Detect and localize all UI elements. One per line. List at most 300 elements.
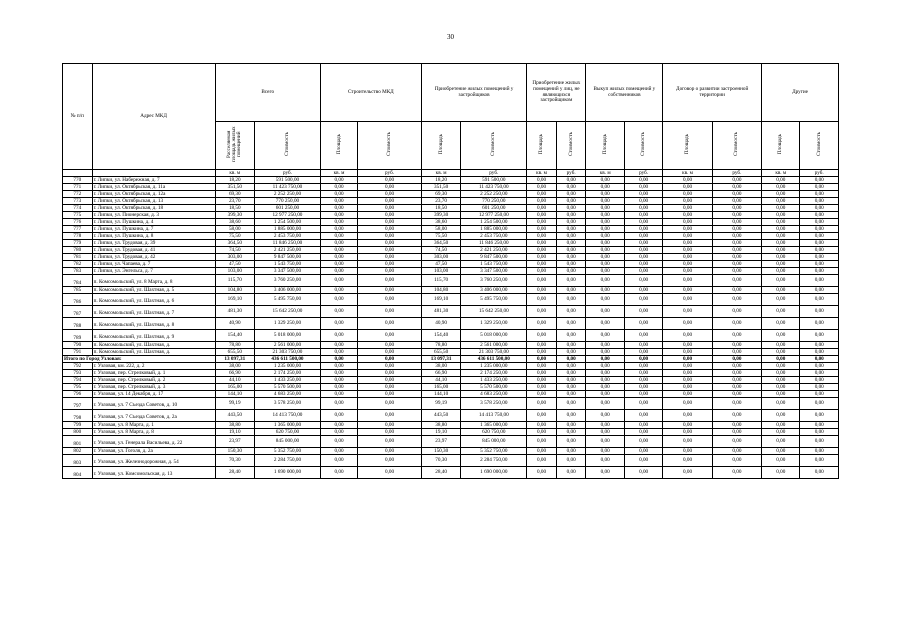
cell-area: 0,00	[762, 466, 800, 478]
cell-cost: 0,00	[358, 204, 422, 211]
cell-cost: 12 977 250,00	[461, 211, 527, 218]
table-row	[63, 267, 839, 274]
cell-cost: 0,00	[712, 409, 761, 421]
cell-area: 0,00	[586, 454, 624, 466]
row-number: 787	[63, 305, 93, 317]
cell-area: 169,10	[421, 293, 461, 305]
cell-cost: 5 018 000,00	[461, 329, 527, 341]
cell-cost: 0,00	[800, 204, 839, 211]
units-empty	[63, 169, 93, 176]
cell-cost: 5 352 750,00	[255, 447, 321, 454]
cell-cost: 0,00	[624, 466, 662, 478]
cell-cost: 0,00	[358, 260, 422, 267]
row-number: 796	[63, 390, 93, 397]
cell-area: 0,00	[663, 246, 712, 253]
cell-area: 0,00	[663, 376, 712, 383]
cell-area: 303,00	[215, 253, 255, 260]
cell-area: 0,00	[527, 428, 557, 435]
subheader-label: Стоимость	[815, 132, 822, 156]
unit-area: кв. м	[215, 169, 255, 176]
cell-cost: 0,00	[624, 447, 662, 454]
row-number: 780	[63, 246, 93, 253]
cell-cost: 0,00	[358, 190, 422, 197]
cell-cost: 0,00	[800, 435, 839, 447]
cell-cost: 1 433 250,00	[255, 376, 321, 383]
cell-area: 0,00	[586, 376, 624, 383]
cell-cost: 2 453 750,00	[255, 232, 321, 239]
cell-cost: 9 847 500,00	[461, 253, 527, 260]
cell-area: 0,00	[320, 466, 357, 478]
cell-area: 40,90	[215, 317, 255, 329]
cell-cost: 0,00	[358, 329, 422, 341]
cell-cost: 0,00	[556, 466, 586, 478]
cell-area: 0,00	[762, 341, 800, 348]
cell-area: 0,00	[527, 435, 557, 447]
cell-cost: 3 578 250,00	[461, 397, 527, 409]
cell-cost: 0,00	[712, 435, 761, 447]
table-row	[63, 286, 839, 293]
header-group: Строительство МКД	[320, 64, 421, 122]
row-address: п. Комсомольский, ул. Шахтная, д.	[92, 348, 215, 355]
cell-area: 443,50	[215, 409, 255, 421]
row-address: г. Узловая, пер. Стрелковый, д. 1	[92, 369, 215, 376]
cell-area: 165,00	[215, 383, 255, 390]
cell-cost: 0,00	[800, 246, 839, 253]
cell-area: 0,00	[320, 341, 357, 348]
cell-area: 364,50	[421, 239, 461, 246]
cell-area: 0,00	[663, 383, 712, 390]
cell-area: 0,00	[762, 305, 800, 317]
cell-area: 0,00	[762, 225, 800, 232]
cell-area: 0,00	[527, 183, 557, 190]
cell-area: 0,00	[527, 204, 557, 211]
cell-area: 0,00	[320, 190, 357, 197]
cell-cost: 0,00	[556, 211, 586, 218]
cell-cost: 0,00	[800, 397, 839, 409]
subheader-label: Стоимость	[386, 132, 393, 156]
unit-area: кв. м	[421, 169, 461, 176]
subheader-area	[586, 122, 624, 170]
row-address: г. Узловая, ул. Комсомольская, д. 13	[92, 466, 215, 478]
cell-area: 0,00	[527, 253, 557, 260]
cell-cost: 0,00	[556, 267, 586, 274]
cell-area: 0,00	[586, 232, 624, 239]
cell-area: 0,00	[762, 232, 800, 239]
cell-area: 0,00	[586, 369, 624, 376]
cell-area: 481,30	[215, 305, 255, 317]
cell-area: 0,00	[663, 397, 712, 409]
cell-cost: 1 365 000,00	[461, 421, 527, 428]
cell-cost: 3 760 250,00	[255, 274, 321, 286]
cell-cost: 0,00	[712, 355, 761, 362]
cell-area: 0,00	[663, 211, 712, 218]
cell-area: 0,00	[663, 355, 712, 362]
cell-cost: 591 500,00	[461, 176, 527, 183]
cell-area: 0,00	[527, 397, 557, 409]
cell-area: 38,60	[215, 218, 255, 225]
cell-area: 0,00	[527, 293, 557, 305]
row-address: г. Узловая, ул. Железнодорожная, д. 54	[92, 454, 215, 466]
subheader-cost	[556, 122, 586, 170]
cell-area: 0,00	[586, 355, 624, 362]
cell-cost: 0,00	[556, 428, 586, 435]
cell-area: 0,00	[586, 329, 624, 341]
cell-cost: 0,00	[624, 293, 662, 305]
cell-area: 0,00	[527, 454, 557, 466]
cell-cost: 0,00	[624, 225, 662, 232]
cell-cost: 0,00	[624, 390, 662, 397]
cell-cost: 0,00	[800, 286, 839, 293]
subheader-area	[527, 122, 557, 170]
row-number: 801	[63, 435, 93, 447]
cell-cost: 0,00	[624, 341, 662, 348]
cell-cost: 0,00	[358, 421, 422, 428]
cell-area: 0,00	[527, 383, 557, 390]
header-group: Всего	[215, 64, 320, 122]
cell-area: 0,00	[663, 329, 712, 341]
cell-cost: 12 977 250,00	[255, 211, 321, 218]
row-address: г. Узловая, ул. Генерала Васильева, д. 22	[92, 435, 215, 447]
subheader-label: Стоимость	[733, 132, 740, 156]
cell-area: 70,30	[421, 454, 461, 466]
cell-cost: 0,00	[800, 274, 839, 286]
cell-cost: 0,00	[556, 176, 586, 183]
subheader-label: Стоимость	[283, 132, 290, 156]
cell-area: 0,00	[762, 329, 800, 341]
cell-area: 0,00	[586, 218, 624, 225]
row-address: г. Узловая, ул. Гоголя, д. 2а	[92, 447, 215, 454]
cell-area: 0,00	[586, 317, 624, 329]
cell-cost: 0,00	[624, 409, 662, 421]
cell-cost: 1 433 250,00	[461, 376, 527, 383]
table-row	[63, 183, 839, 190]
cell-area: 154,40	[215, 329, 255, 341]
subheader-cost	[255, 122, 321, 170]
cell-cost: 1 365 000,00	[255, 421, 321, 428]
row-number: 771	[63, 183, 93, 190]
cell-cost: 0,00	[556, 260, 586, 267]
row-number: 774	[63, 204, 93, 211]
cell-area: 0,00	[527, 329, 557, 341]
cell-cost: 0,00	[624, 376, 662, 383]
cell-area: 0,00	[586, 397, 624, 409]
cell-area: 69,30	[421, 190, 461, 197]
cell-cost: 0,00	[712, 369, 761, 376]
cell-area: 0,00	[320, 317, 357, 329]
cell-area: 38,60	[421, 218, 461, 225]
total-row	[63, 355, 839, 362]
cell-area: 0,00	[586, 421, 624, 428]
cell-cost: 0,00	[358, 218, 422, 225]
cell-area: 0,00	[527, 225, 557, 232]
cell-area: 0,00	[527, 246, 557, 253]
cell-cost: 2 252 250,00	[461, 190, 527, 197]
cell-area: 47,50	[421, 260, 461, 267]
cell-area: 0,00	[320, 369, 357, 376]
cell-area: 0,00	[762, 397, 800, 409]
cell-cost: 0,00	[800, 293, 839, 305]
cell-cost: 0,00	[624, 421, 662, 428]
cell-cost: 0,00	[556, 383, 586, 390]
cell-area: 364,50	[215, 239, 255, 246]
cell-area: 78,80	[215, 341, 255, 348]
cell-area: 0,00	[762, 260, 800, 267]
cell-cost: 21 303 750,00	[255, 348, 321, 355]
cell-cost: 1 543 750,00	[461, 260, 527, 267]
cell-cost: 0,00	[800, 253, 839, 260]
cell-cost: 0,00	[800, 197, 839, 204]
cell-cost: 2 421 250,00	[461, 246, 527, 253]
cell-cost: 1 329 250,00	[255, 317, 321, 329]
cell-area: 38,80	[215, 421, 255, 428]
cell-area: 18,50	[421, 204, 461, 211]
cell-cost: 0,00	[556, 317, 586, 329]
cell-cost: 0,00	[624, 383, 662, 390]
unit-cost: руб.	[624, 169, 662, 176]
row-address: г. Липки, ул. Трудовая, д. 42	[92, 253, 215, 260]
cell-area: 0,00	[762, 211, 800, 218]
row-address: п. Комсомольский, ул. Шахтная, д.	[92, 341, 215, 348]
cell-cost: 3 406 000,00	[255, 286, 321, 293]
cell-area: 0,00	[663, 239, 712, 246]
cell-area: 74,50	[215, 246, 255, 253]
row-number: 804	[63, 466, 93, 478]
cell-area: 0,00	[762, 239, 800, 246]
cell-area: 66,90	[421, 369, 461, 376]
cell-area: 99,19	[215, 397, 255, 409]
header-group: Договор о развитии застроенной территории	[663, 64, 762, 122]
cell-area: 0,00	[527, 176, 557, 183]
cell-cost: 0,00	[556, 293, 586, 305]
cell-area: 0,00	[320, 348, 357, 355]
cell-cost: 770 250,00	[461, 197, 527, 204]
cell-cost: 2 561 000,00	[461, 341, 527, 348]
row-number: 783	[63, 267, 93, 274]
cell-cost: 0,00	[624, 260, 662, 267]
cell-cost: 0,00	[800, 447, 839, 454]
cell-cost: 0,00	[358, 409, 422, 421]
cell-area: 0,00	[663, 447, 712, 454]
cell-area: 0,00	[527, 190, 557, 197]
cell-cost: 0,00	[358, 348, 422, 355]
cell-area: 0,00	[320, 232, 357, 239]
row-address: п. Комсомольский, ул. 8 Марта, д. 8	[92, 274, 215, 286]
cell-area: 0,00	[527, 369, 557, 376]
cell-cost: 0,00	[556, 355, 586, 362]
row-number: 794	[63, 376, 93, 383]
cell-area: 0,00	[663, 190, 712, 197]
cell-cost: 2 561 000,00	[255, 341, 321, 348]
cell-area: 0,00	[527, 232, 557, 239]
subheader-area	[762, 122, 800, 170]
cell-area: 0,00	[320, 362, 357, 369]
cell-area: 0,00	[320, 447, 357, 454]
cell-area: 0,00	[527, 267, 557, 274]
subheader-label: Площадь	[437, 133, 444, 155]
subheader-area	[215, 122, 255, 170]
cell-cost: 0,00	[800, 466, 839, 478]
cell-cost: 14 413 750,00	[461, 409, 527, 421]
cell-cost: 0,00	[556, 369, 586, 376]
row-number: 800	[63, 428, 93, 435]
cell-cost: 0,00	[800, 369, 839, 376]
cell-cost: 1 254 500,00	[255, 218, 321, 225]
cell-cost: 0,00	[358, 435, 422, 447]
cell-area: 0,00	[586, 305, 624, 317]
cell-cost: 0,00	[800, 239, 839, 246]
unit-cost: руб.	[255, 169, 321, 176]
cell-area: 303,00	[421, 253, 461, 260]
cell-cost: 0,00	[556, 454, 586, 466]
cell-area: 0,00	[663, 197, 712, 204]
row-number: 797	[63, 397, 93, 409]
cell-cost: 4 683 250,00	[255, 390, 321, 397]
cell-area: 66,90	[215, 369, 255, 376]
cell-cost: 0,00	[712, 466, 761, 478]
header-group: Приобретение жилых помещений у лиц, не являющихся застройщиком	[527, 64, 586, 122]
cell-cost: 0,00	[358, 355, 422, 362]
cell-cost: 0,00	[712, 329, 761, 341]
cell-cost: 2 174 250,00	[255, 369, 321, 376]
row-number: 784	[63, 274, 93, 286]
cell-cost: 0,00	[358, 390, 422, 397]
cell-area: 0,00	[586, 274, 624, 286]
cell-cost: 0,00	[556, 447, 586, 454]
cell-area: 0,00	[320, 204, 357, 211]
cell-cost: 0,00	[712, 286, 761, 293]
table-row	[63, 428, 839, 435]
cell-area: 0,00	[527, 390, 557, 397]
cell-cost: 0,00	[800, 176, 839, 183]
cell-area: 150,30	[215, 447, 255, 454]
cell-area: 0,00	[762, 348, 800, 355]
cell-area: 0,00	[320, 183, 357, 190]
cell-cost: 0,00	[624, 329, 662, 341]
cell-cost: 0,00	[624, 197, 662, 204]
row-address: г. Липки, ул. Пионерская, д. 3	[92, 211, 215, 218]
cell-cost: 0,00	[556, 348, 586, 355]
row-address: г. Узловая, ул. 14 Декабря, д. 17	[92, 390, 215, 397]
cell-area: 0,00	[762, 355, 800, 362]
cell-area: 23,97	[215, 435, 255, 447]
row-address: п. Комсомольский, ул. Шахтная, д. 5	[92, 286, 215, 293]
cell-cost: 0,00	[358, 239, 422, 246]
cell-cost: 0,00	[624, 211, 662, 218]
cell-cost: 5 018 000,00	[255, 329, 321, 341]
cell-area: 103,00	[421, 267, 461, 274]
cell-cost: 0,00	[624, 317, 662, 329]
cell-cost: 0,00	[800, 409, 839, 421]
cell-area: 0,00	[527, 376, 557, 383]
table-row	[63, 362, 839, 369]
cell-cost: 0,00	[358, 274, 422, 286]
cell-cost: 0,00	[556, 341, 586, 348]
cell-area: 0,00	[586, 409, 624, 421]
cell-area: 0,00	[527, 239, 557, 246]
cell-cost: 2 453 750,00	[461, 232, 527, 239]
cell-cost: 0,00	[556, 421, 586, 428]
cell-area: 0,00	[527, 274, 557, 286]
cell-area: 44,10	[421, 376, 461, 383]
subheader-label: Площадь	[335, 133, 342, 155]
cell-cost: 0,00	[358, 341, 422, 348]
cell-cost: 0,00	[712, 454, 761, 466]
cell-area: 0,00	[663, 218, 712, 225]
unit-cost: руб.	[461, 169, 527, 176]
cell-cost: 0,00	[712, 447, 761, 454]
cell-area: 0,00	[586, 190, 624, 197]
cell-cost: 0,00	[556, 232, 586, 239]
cell-area: 0,00	[320, 225, 357, 232]
cell-cost: 0,00	[358, 246, 422, 253]
cell-cost: 2 284 750,00	[461, 454, 527, 466]
cell-area: 0,00	[527, 260, 557, 267]
cell-cost: 0,00	[556, 390, 586, 397]
cell-cost: 0,00	[624, 369, 662, 376]
row-address: п. Комсомольский, ул. Шахтная, д. 7	[92, 305, 215, 317]
table-row	[63, 305, 839, 317]
cell-cost: 0,00	[556, 190, 586, 197]
cell-area: 70,30	[215, 454, 255, 466]
cell-cost: 15 642 250,00	[255, 305, 321, 317]
cell-area: 0,00	[762, 369, 800, 376]
cell-cost: 0,00	[712, 390, 761, 397]
cell-cost: 2 174 250,00	[461, 369, 527, 376]
cell-cost: 1 254 500,00	[461, 218, 527, 225]
table-row	[63, 341, 839, 348]
cell-cost: 0,00	[624, 397, 662, 409]
row-number: 802	[63, 447, 93, 454]
cell-cost: 0,00	[556, 305, 586, 317]
unit-cost: руб.	[358, 169, 422, 176]
cell-area: 13 097,31	[421, 355, 461, 362]
cell-area: 443,50	[421, 409, 461, 421]
unit-area: кв. м	[762, 169, 800, 176]
table-row	[63, 260, 839, 267]
cell-area: 0,00	[320, 197, 357, 204]
cell-cost: 0,00	[712, 421, 761, 428]
cell-cost: 0,00	[358, 225, 422, 232]
row-address: г. Узловая, ул. 8 Марта, д. 1	[92, 421, 215, 428]
cell-cost: 1 690 000,00	[255, 466, 321, 478]
cell-cost: 0,00	[624, 190, 662, 197]
cell-cost: 5 352 750,00	[461, 447, 527, 454]
cell-cost: 1 885 000,00	[461, 225, 527, 232]
cell-cost: 0,00	[556, 204, 586, 211]
row-number: 785	[63, 286, 93, 293]
cell-cost: 0,00	[624, 246, 662, 253]
cell-cost: 0,00	[556, 274, 586, 286]
unit-area: кв. м	[663, 169, 712, 176]
cell-cost: 0,00	[358, 397, 422, 409]
cell-cost: 5 495 750,00	[255, 293, 321, 305]
cell-cost: 2 284 750,00	[255, 454, 321, 466]
cell-cost: 15 642 250,00	[461, 305, 527, 317]
table-row	[63, 421, 839, 428]
cell-area: 13 097,31	[215, 355, 255, 362]
cell-area: 0,00	[663, 409, 712, 421]
cell-cost: 0,00	[358, 466, 422, 478]
cell-cost: 0,00	[800, 383, 839, 390]
cell-area: 0,00	[663, 466, 712, 478]
cell-area: 23,97	[421, 435, 461, 447]
subheader-label: Площадь	[777, 133, 784, 155]
cell-cost: 5 570 500,00	[255, 383, 321, 390]
cell-area: 0,00	[527, 348, 557, 355]
row-number: 790	[63, 341, 93, 348]
cell-area: 0,00	[762, 246, 800, 253]
cell-cost: 436 611 500,00	[461, 355, 527, 362]
